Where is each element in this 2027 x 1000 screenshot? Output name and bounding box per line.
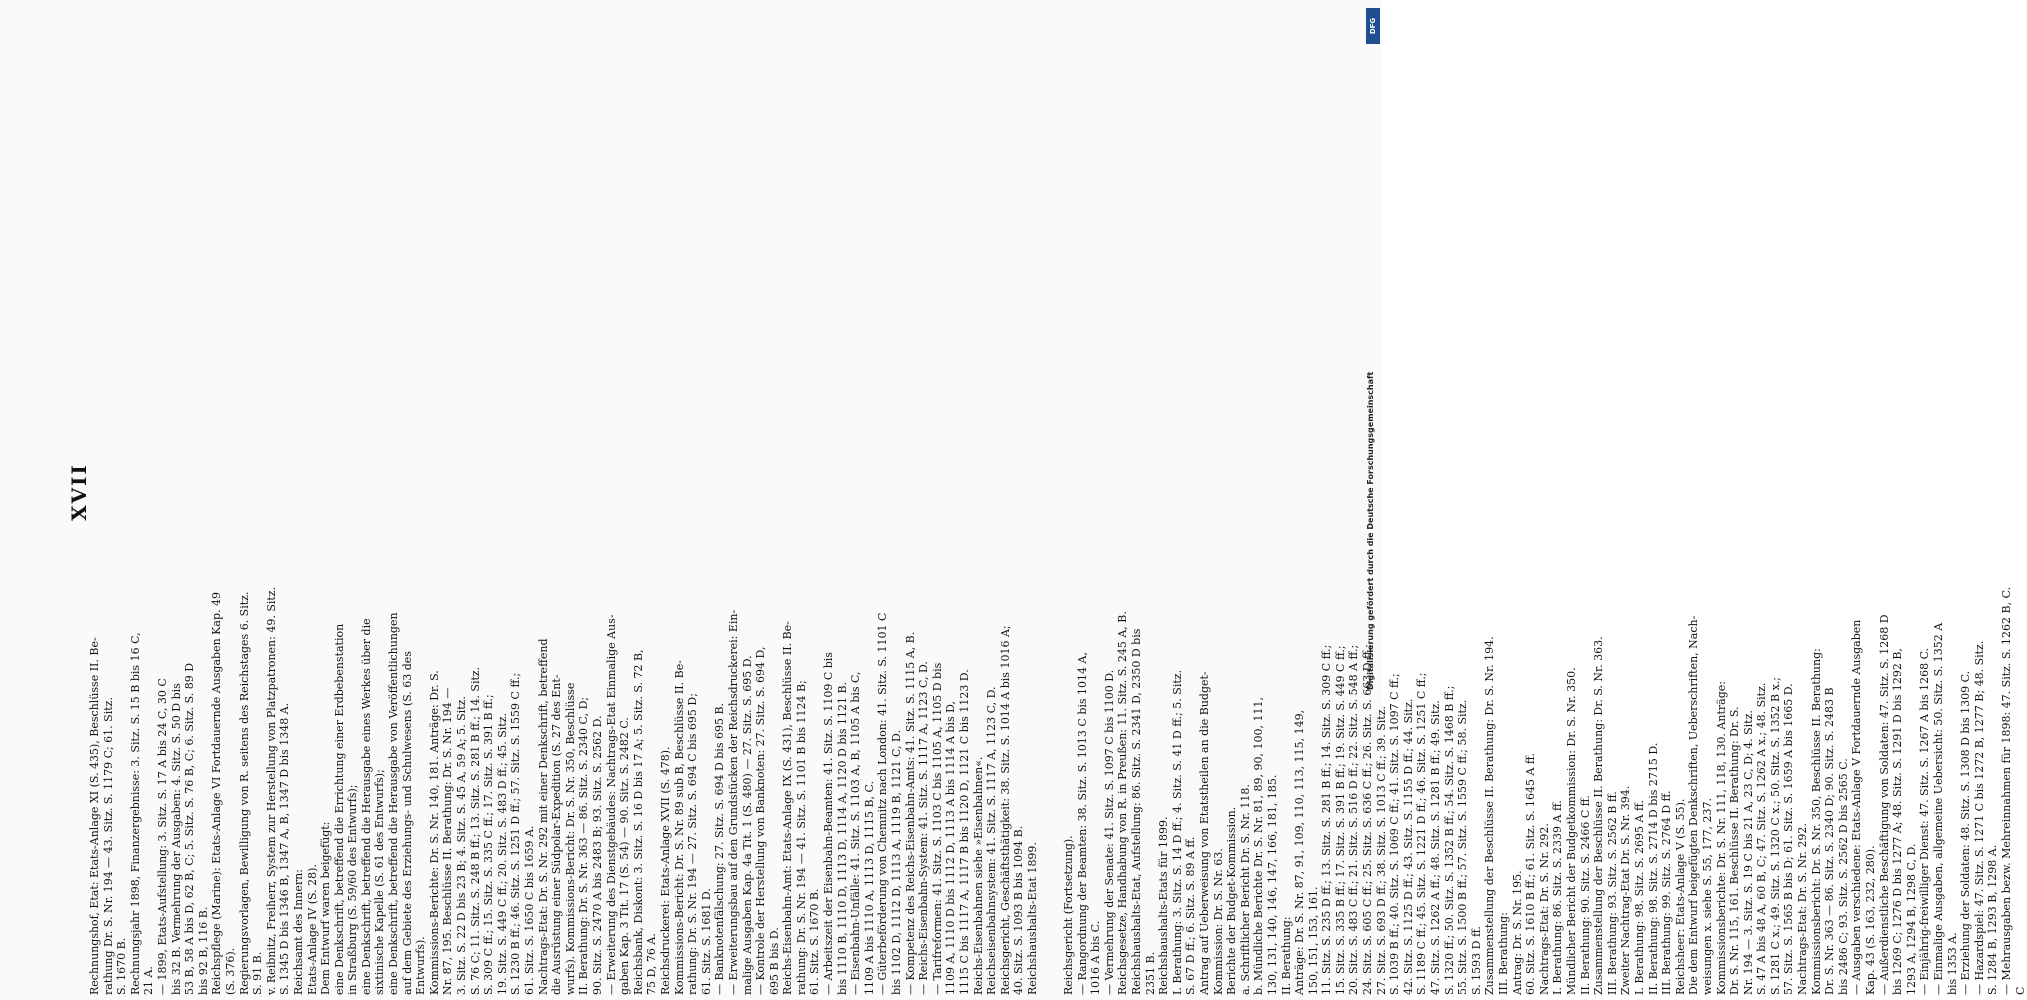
index-line: Nr. 87, 195. Beschlüsse II. Berathung: Dr. S. Nr. 194 —	[441, 687, 455, 995]
index-line: Reichsgericht (Fortsetzung).	[1061, 835, 1075, 995]
index-line: rathung: Dr. S. Nr. 194 — 41. Sitz. S. 1101 B bis 1124 B;	[794, 680, 808, 995]
index-line: — Reichs-Eisenbahn-System: 41. Sitz. S. 1117 A, 1123 C, D.	[917, 661, 931, 995]
dfg-logo-text: DFG	[1369, 17, 1377, 35]
index-line: 11. Sitz. S. 235 D ff.; 13. Sitz. S. 281 B ff.; 14. Sitz. S. 309 C ff.;	[1319, 644, 1333, 995]
index-line: Kommissionsbericht: Dr. S. Nr. 350, Beschlüsse II. Berathung:	[1809, 648, 1823, 995]
index-line: Zusammenstellung der Beschlüsse II. Berathung: Dr. S. Nr. 194.	[1482, 636, 1496, 995]
index-line: eine Denkschrift, betreffend die Herausgabe von Veröffentlichungen	[387, 612, 401, 995]
index-line: C	[2013, 986, 2027, 995]
index-line: rathung Dr. S. Nr. 194 — 43. Sitz. S. 1179 C; 61. Sitz.	[101, 697, 115, 995]
index-line: 53 B, 58 A bis D, 62 B, C; 5. Sitz. S. 76 B, C; 6. Sitz. S. 89 D	[183, 662, 197, 995]
index-line: b. Mündliche Berichte Dr. S. Nr. 81, 89, 90, 100, 111,	[1251, 697, 1265, 995]
index-line: Kommissions-Bericht: Dr. S. Nr. 89 sub B, Beschlüsse II. Be-	[672, 660, 686, 995]
index-line: wurfs). Kommissions-Bericht: Dr. S. Nr. 350, Beschlüsse	[563, 682, 577, 995]
index-line: I. Berathung: 86. Sitz. S. 2339 A ff.	[1550, 800, 1564, 995]
index-line: die Ausrüstung einer Südpolar-Expedition (S. 27 des Ent-	[550, 674, 564, 995]
index-line: Zweiter Nachtrag-Etat Dr. S. Nr. 394.	[1618, 785, 1632, 995]
index-line: 19. Sitz. S. 449 C ff.; 20. Sitz. S. 483 D ff.; 45. Sitz.	[495, 713, 509, 995]
index-line: S. 1284 B, 1293 B, 1298 A.	[1985, 844, 1999, 995]
index-line: bis 1269 C; 1276 D bis 1277 A; 48. Sitz. S. 1291 D bis 1292 B,	[1890, 648, 1904, 995]
index-line: Dem Entwurf waren beigefügt:	[319, 821, 333, 995]
index-line: Nachtrags-Etat: Dr. S. Nr. 292.	[1795, 823, 1809, 995]
index-line: III. Berathung: 93. Sitz. S. 2562 B ff.	[1605, 791, 1619, 995]
index-line: Etats-Anlage IV (S. 28).	[305, 864, 319, 995]
index-line: S. 1230 B ff.; 46. Sitz. S. 1251 D ff.; 57. Sitz. S. 1559 C ff.;	[509, 672, 523, 995]
index-line: Reichspflege (Marine): Etats-Anlage VI Fortdauernde Ausgaben Kap. 49	[210, 592, 224, 995]
index-line: Nachtrags-Etat: Dr. S. Nr. 292 mit einer Denkschrift, betreffend	[536, 638, 550, 995]
index-line: gaben Kap. 3 Tit. 17 (S. 54) — 90. Sitz. S. 2482 C.	[618, 717, 632, 995]
index-line: Rechnungshof, Etat: Etats-Anlage XI (S. 435), Beschlüsse II. Be-	[88, 637, 101, 995]
index-line: — Banknotenfälschung: 27. Sitz. S. 694 D bis 695 B.	[713, 702, 727, 995]
index-line: Reichsgesetze, Handhabung von R. in Preußen: 11. Sitz. S. 245 A, B.	[1115, 611, 1129, 995]
index-line: bis 1110 B, 1110 D, 1113 D, 1114 A, 1120 D bis 1121 B.	[835, 681, 849, 995]
index-line: — Arbeitszeit der Eisenbahn-Beamten: 41. Sitz. S. 1109 C bis	[822, 652, 836, 995]
index-line: S. 1320 ff.; 50. Sitz. S. 1352 B ff.; 54. Sitz. S. 1468 B ff.;	[1442, 685, 1456, 995]
index-line: — Hazardspiel: 47. Sitz. S. 1271 C bis 1272 B, 1277 B; 48. Sitz.	[1972, 640, 1986, 995]
index-line: — Einjährig-freiwilliger Dienst: 47. Sitz. S. 1267 A bis 1268 C.	[1917, 647, 1931, 995]
index-line: — Erziehung der Soldaten: 48. Sitz. S. 1308 D bis 1309 C.	[1958, 670, 1972, 995]
index-line: bis 2486 C; 93. Sitz. S. 2562 D bis 2565 C.	[1836, 758, 1850, 995]
digitization-credit: Digitalisierung gefördert durch die Deutsche Forschungsgemeinschaft	[1366, 371, 1375, 690]
right-column	[1062, 587, 2027, 995]
index-line: Reichs-Eisenbahn-Amt: Etats-Anlage IX (S. 431), Beschlüsse II. Be-	[781, 621, 795, 995]
index-line: 47. Sitz. S. 1262 A ff.; 48. Sitz. S. 1281 B ff.; 49. Sitz.	[1428, 700, 1442, 995]
index-line: — Einmalige Ausgaben, allgemeine Uebersicht: 50. Sitz. S. 1352 A	[1931, 622, 1945, 995]
index-line: I. Berathung: 3. Sitz. S. 14 D ff.; 4. Sitz. S. 41 D ff.; 5. Sitz.	[1170, 669, 1184, 995]
index-line: Reichsamt des Innern:	[291, 869, 305, 995]
index-line: — Vermehrung der Senate: 41. Sitz. S. 1097 C bis 1100 D.	[1102, 669, 1116, 995]
index-line: — Eisenbahn-Unfälle: 41. Sitz. S. 1103 A, B, 1105 A bis C,	[849, 671, 863, 995]
index-line: bis 1102 D, 1112 D, 1113 A, 1119 B, 1121 C, D.	[890, 730, 904, 995]
index-line: S. 67 D ff.; 6. Sitz. S. 89 A ff.	[1183, 836, 1197, 995]
index-line: — Erweiterungsbau auf den Grundstücken der Reichsdruckerei: Ein-	[726, 609, 740, 995]
index-line: Nachtrags-Etat: Dr. S. Nr. 292.	[1537, 823, 1551, 995]
index-line: S. 47 A bis 48 A, 60 B, C; 47. Sitz. S. 1262 A x.; 48. Sitz.	[1754, 682, 1768, 995]
index-line: Reichsgericht, Geschäftsthätigkeit: 38. Sitz. S. 1014 A bis 1016 A;	[998, 625, 1012, 995]
index-line: Dr. S. Nr. 115, 161. Beschlüsse II. Berathung: Dr. S.	[1727, 706, 1741, 995]
index-line: — Tarifreformen: 41. Sitz. S. 1103 C bis 1105 A, 1105 D bis	[930, 662, 944, 995]
index-line: Kommission: Dr. S. Nr. 63.	[1211, 848, 1225, 995]
index-line: Mündlicher Bericht der Budgetkommission: Dr. S. Nr. 350.	[1564, 667, 1578, 995]
index-line: 695 B bis D.	[767, 927, 781, 995]
index-line: Reichsheer: Etats-Anlage V (S. 55).	[1673, 798, 1687, 995]
index-line: III. Berathung:	[1496, 912, 1510, 995]
index-line: eine Denkschrift, betreffend die Herausgabe eines Werkes über die	[359, 618, 373, 995]
index-line: Reichseisenbahnsystem: 41. Sitz. S. 1117 A, 1123 C, D.	[985, 686, 999, 995]
index-line: 20. Sitz. S. 483 C ff.; 21. Sitz. S. 516 D ff.; 22. Sitz. S. 548 A ff.;	[1347, 644, 1361, 995]
index-line: bis 1353 A.	[1945, 932, 1959, 995]
index-line: v. Reibnitz, Freiherr, System zur Herstellung von Platzpatronen: 49. Sitz.	[264, 586, 278, 995]
index-line: eine Denkschrift, betreffend die Errichtung einer Erdbebenstation	[332, 623, 346, 995]
index-line: 42. Sitz. S. 1125 D ff.; 43. Sitz. S. 1155 D ff.; 44. Sitz.	[1401, 698, 1415, 995]
index-line: Reichsbank, Diskont: 3. Sitz. S. 16 D bis 17 A; 5. Sitz. S. 72 B,	[631, 649, 645, 995]
index-line: 61. Sitz. S. 1681 D.	[699, 888, 713, 995]
dfg-logo	[1366, 8, 1380, 44]
index-line: — Ausgaben verschiedene: Etats-Anlage V Fortdauernde Ausgaben	[1850, 619, 1863, 995]
index-line: 1016 A bis C.	[1088, 920, 1102, 995]
index-line: Antrag auf Ueberweisung von Etatstheilen an die Budget-	[1197, 671, 1211, 995]
index-line: 24. Sitz. S. 605 C ff.; 25. Sitz. S. 636 C ff.; 26. Sitz. S. 663 D ff.;	[1360, 644, 1374, 995]
index-line: Reichsdruckerei: Etats-Anlage XVII (S. 478).	[658, 746, 672, 995]
index-line: Regierungsvorlagen, Bewilligung von R. seitens des Reichstages 6. Sitz.	[237, 591, 251, 995]
index-line: 60. Sitz. S. 1610 B ff.; 61. Sitz. S. 1645 A ff.	[1523, 753, 1537, 995]
index-line: Kommissions-Berichte: Dr. S. Nr. 140, 181. Anträge: Dr. S.	[427, 670, 441, 995]
index-line: Kommissionsberichte: Dr. S. Nr. 111, 118, 130. Anträge:	[1714, 681, 1728, 995]
index-line: II. Berathung: 98. Sitz. S. 2714 D bis 2715 D.	[1646, 742, 1660, 995]
index-line: sixtinische Kapelle (S. 61 des Entwurfs);	[373, 769, 387, 995]
index-line: 61. Sitz. S. 1650 C bis 1659 A.	[523, 825, 536, 995]
index-line: S. 309 C ff.; 15. Sitz. S. 335 C ff.; 17. Sitz. S. 391 B ff.;	[482, 694, 496, 995]
index-line: 90. Sitz. S. 2470 A bis 2483 B; 93. Sitz. S. 2562 D.	[590, 715, 604, 995]
index-line: — Rangordnung der Beamten: 38. Sitz. S. 1013 C bis 1014 A,	[1075, 652, 1089, 995]
index-line: S. 1345 D bis 1346 B, 1347 A, B, 1347 D bis 1348 A.	[278, 702, 292, 995]
index-line: — Erweiterung des Dienstgebäudes: Nachtrags-Etat Einmalige Aus-	[604, 614, 618, 995]
index-line: Antrag: Dr. S. Nr. 195.	[1510, 870, 1524, 995]
index-line: Kap. 43 (S. 163, 232, 280).	[1863, 845, 1877, 995]
index-line: (S. 376).	[223, 947, 237, 995]
index-line: Rechnungsjahr 1898, Finanzergebnisse: 3. Sitz. S. 15 B bis 16 C,	[128, 632, 142, 995]
index-line: Reichs-Eisenbahnen siehe »Eisenbahnen«.	[971, 756, 985, 995]
index-line: 1109 A, 1110 D bis 1112 D, 1113 A bis 1114 A bis D,	[944, 700, 958, 995]
index-line: in Straßburg (S. 59/60 des Entwurfs);	[346, 784, 360, 995]
index-line: — Kontrole der Herstellung von Banknoten: 27. Sitz. S. 694 D,	[754, 646, 768, 995]
index-line: II. Berathung: 90. Sitz. S. 2466 C ff.	[1578, 795, 1592, 995]
index-line: S. 1593 D ff.	[1469, 926, 1483, 995]
index-line: 1109 A bis 1110 A, 1113 D, 1115 B, C.	[862, 780, 876, 995]
left-column	[88, 587, 1040, 995]
index-line: S. 1189 C ff.; 45. Sitz. S. 1221 D ff.; 46. Sitz. S. 1251 C ff.;	[1415, 672, 1428, 995]
index-line: Die dem Entwurf beigefügten Denkschriften, Ueberschriften, Nach-	[1686, 615, 1700, 995]
index-line: 27. Sitz. S. 693 D ff.; 38. Sitz. S. 1013 C ff.; 39. Sitz.	[1374, 706, 1388, 995]
index-line: 55. Sitz. S. 1500 B ff.; 57. Sitz. S. 1559 C ff.; 58. Sitz.	[1455, 699, 1469, 995]
index-line: 3. Sitz. S. 22 D bis 23 B; 4. Sitz. S. 45 A, 59 A; 5. Sitz.	[455, 696, 469, 995]
index-line: III. Berathung: 99. Sitz. S. 2764 D ff.	[1659, 790, 1673, 995]
index-line: Reichshaushalts-Etat 1899.	[1025, 842, 1039, 995]
index-line: rathung: Dr. S. Nr. 194 — 27. Sitz. S. 694 C bis 695 D;	[686, 693, 700, 995]
index-line: 40. Sitz. S. 1093 B bis 1094 B.	[1012, 825, 1026, 995]
index-line: S. 76 C; 11. Sitz. S. 248 B ff.; 13. Sitz. S. 281 B ff.; 14. Sitz.	[468, 666, 482, 995]
index-line: Nr. 194 — 3. Sitz. S. 19 C bis 21 A, 23 C, D; 4. Sitz.	[1741, 710, 1755, 995]
index-line: 150, 151, 153, 161.	[1306, 886, 1320, 995]
index-line: 75 D, 76 A.	[645, 933, 659, 995]
index-line: Zusammenstellung der Beschlüsse II. Berathung: Dr. S. Nr. 363.	[1591, 636, 1605, 995]
index-line: Berichte der Budget-Kommission.	[1224, 806, 1238, 995]
index-line: S. 1670 B.	[115, 937, 129, 995]
index-line: weisungen x. siehe S. 55, 177, 237.	[1700, 798, 1714, 995]
index-line: Entwurfs).	[414, 936, 428, 995]
index-line: 1115 C bis 1117 A, 1117 B bis 1120 D, 1121 C bis 1123 D.	[958, 669, 971, 995]
index-line: bis 32 B. Vermehrung der Ausgaben: 4. Sitz. S. 50 D bis	[169, 683, 183, 995]
index-line: — Kompetenz des Reichs-Eisenbahn-Amts: 41. Sitz. S. 1115 A, B.	[903, 631, 917, 995]
index-line: 21 A.	[142, 966, 156, 995]
index-line: auf dem Gebiete des Erziehungs- und Schulwesens (S. 63 des	[400, 651, 414, 995]
index-line: S. 1281 C x.; 49. Sitz. S. 1320 C x.; 50. Sitz. S. 1352 B x.;	[1768, 676, 1782, 995]
index-line: 1293 A, 1294 B, 1298 C, D.	[1904, 843, 1918, 995]
index-line: — 1899, Etats-Aufstellung: 3. Sitz. S. 17 A bis 24 C, 30 C	[155, 678, 169, 995]
index-line: — Mehrausgaben bezw. Mehreinnahmen für 1898: 47. Sitz. S. 1262 B, C.	[1999, 586, 2013, 995]
index-line: I. Berathung: 98. Sitz. S. 2695 A ff.	[1632, 800, 1646, 995]
index-line: 61. Sitz. S. 1670 B.	[808, 888, 822, 995]
index-line: a. Schriftlicher Bericht Dr. S. Nr. 118.	[1238, 784, 1252, 995]
index-line: 2351 B.	[1143, 951, 1157, 995]
index-line: 57. Sitz. S. 1565 B bis D; 61. Sitz. S. 1659 A bis 1665 D.	[1782, 683, 1796, 995]
index-line: S. 91 B.	[251, 951, 265, 995]
index-line: — Außerdienstliche Beschäftigung von Soldaten: 47. Sitz. S. 1268 D	[1877, 614, 1891, 995]
index-line: Reichshaushalts-Etats für 1899.	[1156, 816, 1170, 995]
index-line: malige Ausgaben Kap. 4a Tit. 1 (S. 480) — 27. Sitz. S. 695 D.	[740, 655, 754, 995]
index-line: Dr. S. Nr. 363 — 86. Sitz. S. 2340 D; 90. Sitz. S. 2483 B	[1822, 687, 1836, 995]
index-line: II. Berathung:	[1279, 916, 1293, 995]
index-line: S. 1039 B ff.; 40. Sitz. S. 1069 C ff.; 41. Sitz. S. 1097 C ff.;	[1387, 673, 1401, 995]
page-number: XVII	[66, 463, 91, 521]
index-line: Reichshaushalts-Etat, Aufstellung: 86. Sitz. S. 2341 D, 2350 D bis	[1129, 628, 1143, 995]
index-line: II. Berathung: Dr. S. Nr. 363 — 86. Sitz. S. 2340 C, D;	[577, 696, 591, 995]
index-line: — Güterbeförderung von Chemnitz nach London: 41. Sitz. S. 1101 C	[876, 612, 890, 995]
index-line: 15. Sitz. S. 335 B ff.; 17. Sitz. S. 391 B ff.; 19. Sitz. S. 449 C ff.;	[1333, 645, 1347, 995]
index-line: 130, 131, 140, 146, 147, 166, 181, 185.	[1265, 774, 1279, 995]
index-line: Anträge: Dr. S. Nr. 87, 91, 109, 110, 113, 115, 149,	[1292, 709, 1306, 995]
index-line: bis 92 B, 116 B.	[196, 906, 210, 995]
